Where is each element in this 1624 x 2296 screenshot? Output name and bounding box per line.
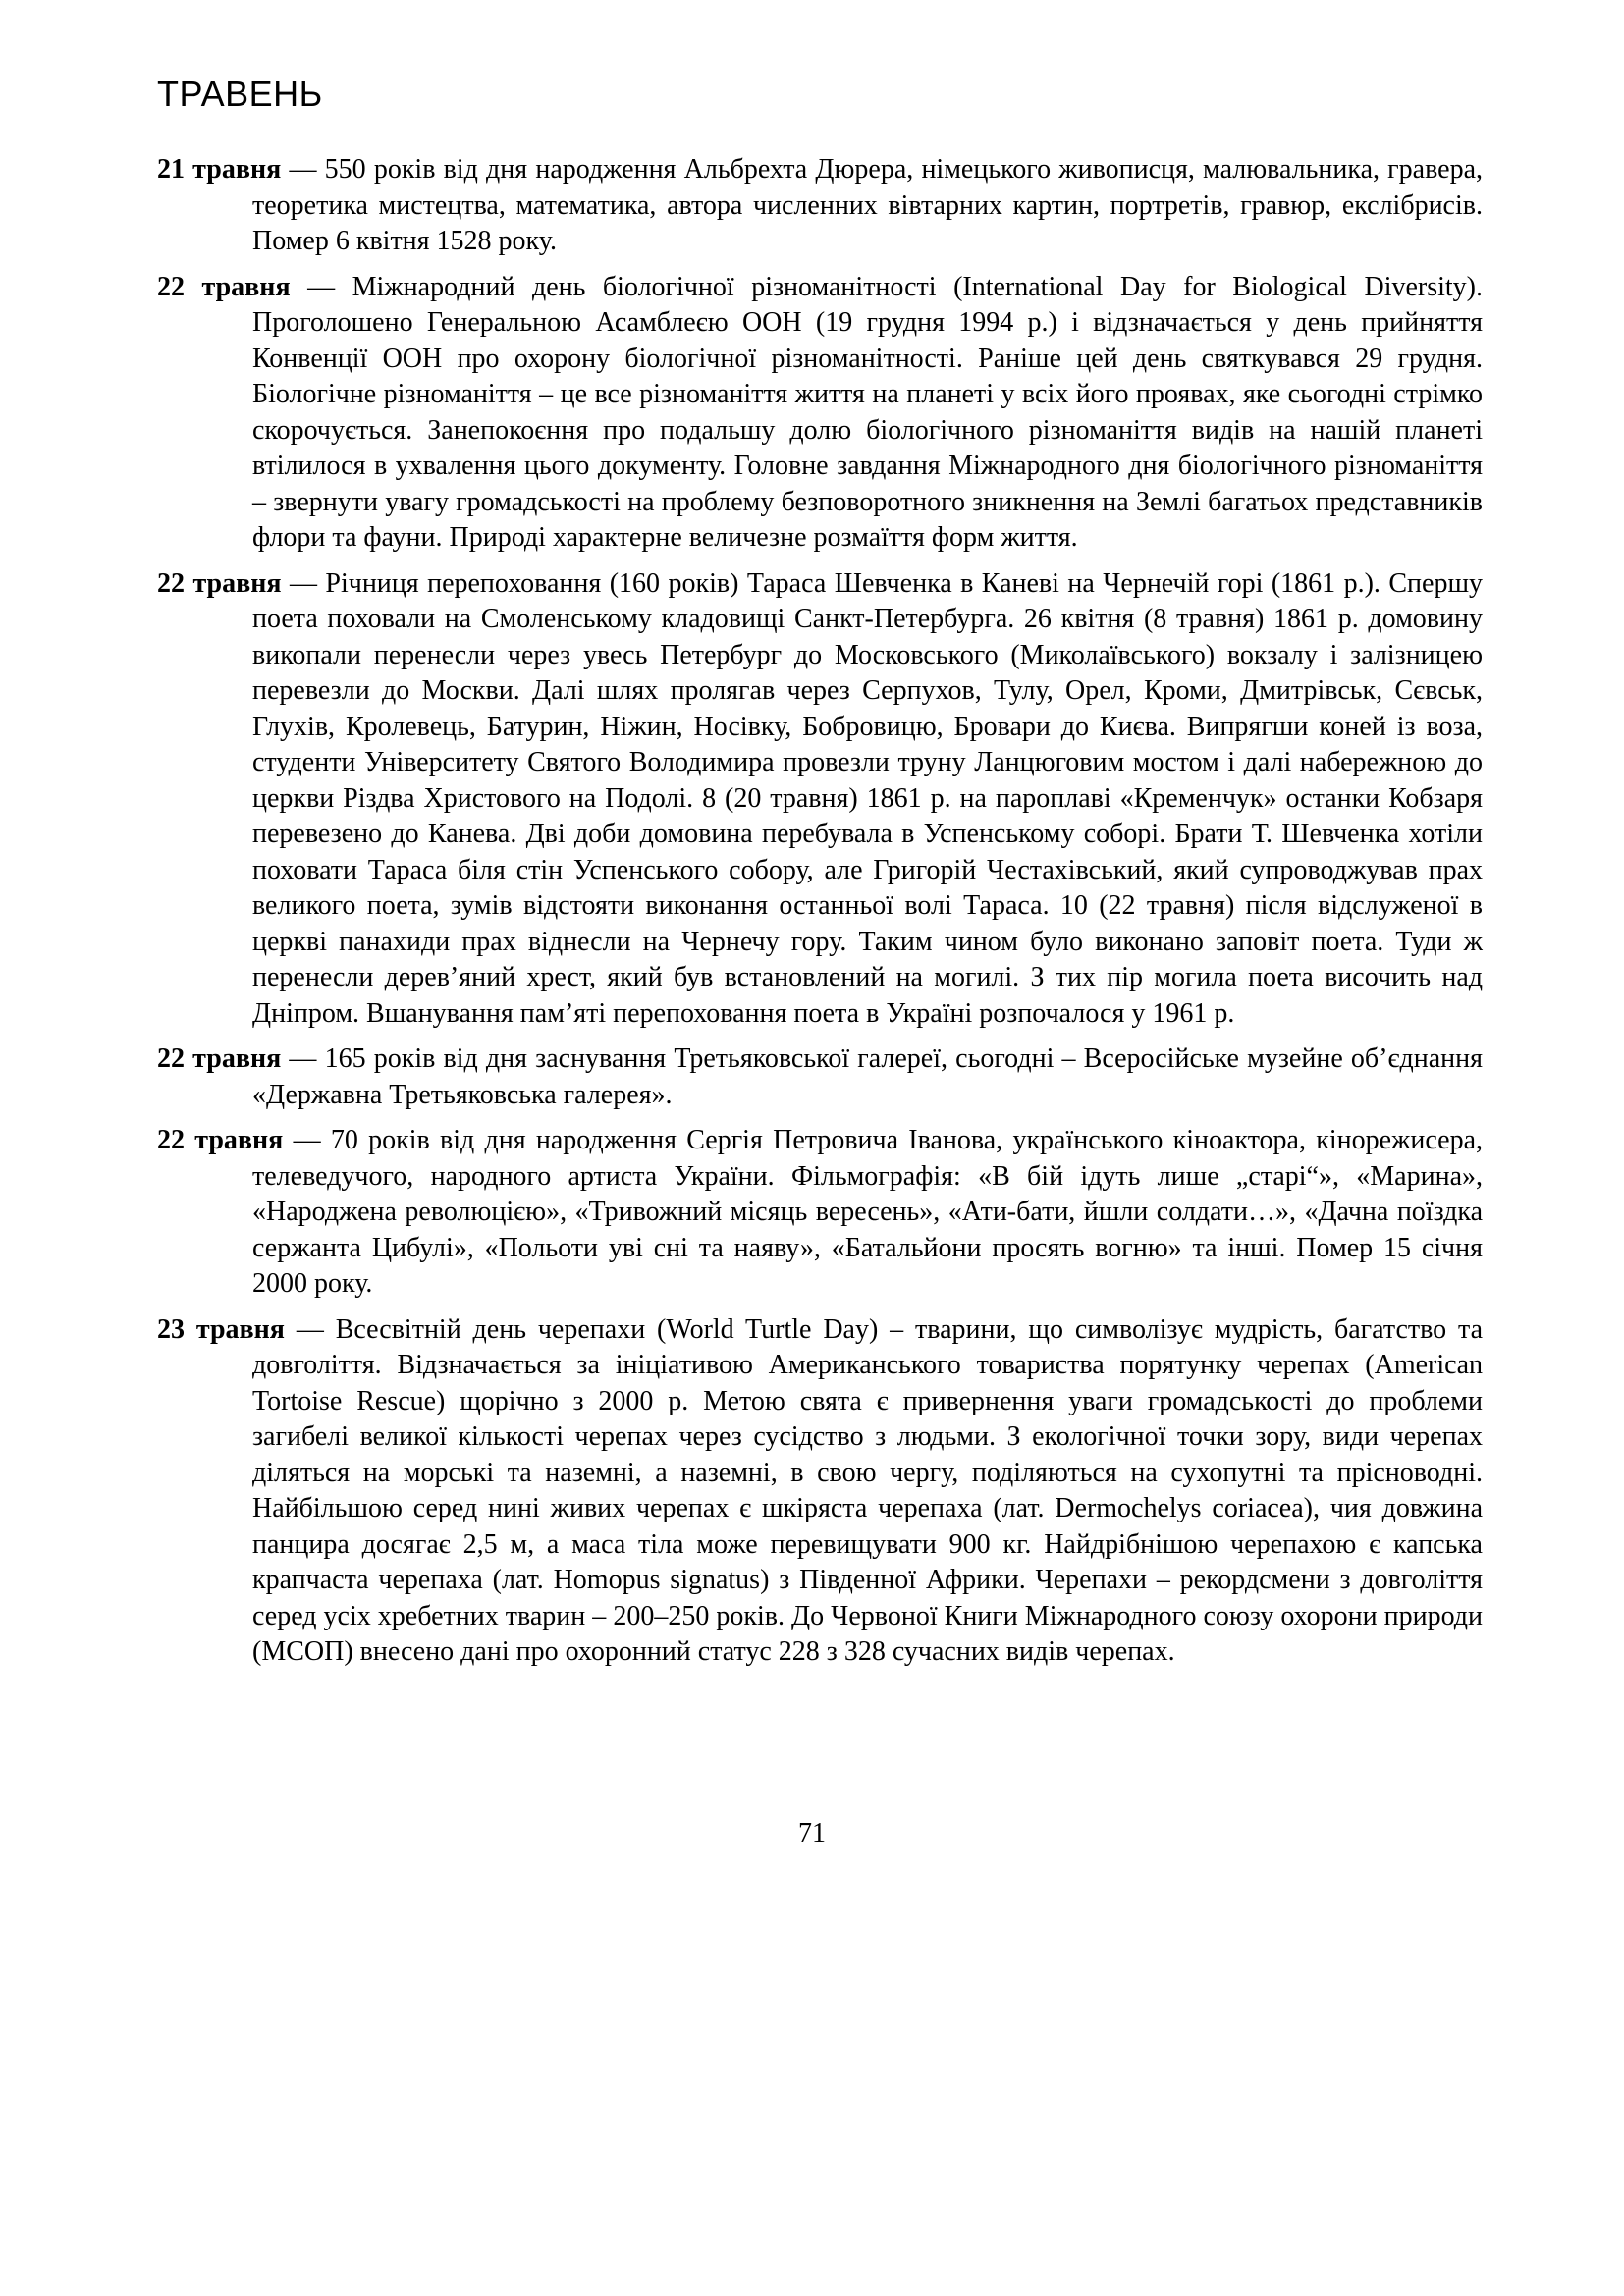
entry-date: 22 травня (157, 567, 282, 599)
entry-text: 70 років від дня народження Сергія Петровича Іванова, українського кіноактора, кінорежисера, телеведучого, народного артиста України. Фільмографія: «В бій ідуть лише „старі“», «Марина», «Народжена революцією», «Тривожний місяць вересень», «Ати-бати, йшли солдати…», «Дачна поїздка сержанта Цибулі», «Польоти уві сні та наяву», «Батальйони просять вогню» та інші. Помер 15 січня 2000 року. (252, 1125, 1484, 1299)
entry-text: Всесвітній день черепахи (World Turtle Day) – тварини, що символізує мудрість, багатство та довголіття. Відзначається за ініціативою Американського товариства порятунку черепах (American Tortoise Rescue) щорічно з 2000 р. Метою свята є привернення уваги громадськості до проблеми загибелі великої кількості черепах через сусідство з людьми. З екологічної точки зору, види черепах діляться на морські та наземні, а наземні, в свою чергу, поділяються на сухопутні та прісноводні. Найбільшою серед нині живих черепах є шкіряста черепаха (лат. Dermochelys coriacea), чия довжина панцира досягає 2,5 м, а маса тіла може перевищувати 900 кг. Найдрібнішою черепахою є капська крапчаста черепаха (лат. Homopus signatus) з Південної Африки. Черепахи – рекордсмени з довголіття серед усіх хребетних тварин – 200–250 років. До Червоної Книги Міжнародного союзу охорони природи (МСОП) внесено дані про охоронний статус 228 з 328 сучасних видів черепах. (252, 1313, 1484, 1667)
entry-dash: — (281, 1043, 325, 1074)
entry-date: 22 травня (157, 1043, 282, 1074)
entry-date: 22 травня (157, 1125, 284, 1155)
entry-text: Річниця перепоховання (160 років) Тараса Шевченка в Каневі на Чернечій горі (1861 р.). Спершу поета поховали на Смоленському кладовищі Санкт-Петербурга. 26 квітня (8 травня) 1861 р. домовину викопали перенесли через увесь Петербург до Московського (Миколаївського) вокзалу і залізницею перевезли до Москви. Далі шлях пролягав через Серпухов, Тулу, Орел, Кроми, Дмитрівськ, Сєвськ, Глухів, Кролевець, Батурин, Ніжин, Носівку, Бобровицю, Бровари до Києва. Випрягши коней із воза, студенти Університету Святого Володимира провезли труну Ланцюговим мостом і далі набережною до церкви Різдва Христового на Подолі. 8 (20 травня) 1861 р. на пароплаві «Кременчук» останки Кобзаря перевезено до Канева. Дві доби домовина перебувала в Успенському соборі. Брати Т. Шевченка хотіли поховати Тараса біля стін Успенського собору, але Григорій Честахівський, який супроводжував прах великого поета, зумів відстояти виконання останньої волі Тараса. 10 (22 травня) після відслуженої в церкві панахиди прах віднесли на Чернечу гору. Таким чином було виконано заповіт поета. Туди ж перенесли дерев’яний хрест, який був встановлений на могилі. З тих пір могила поета височить над Дніпром. Вшанування пам’яті перепоховання поета в Україні розпочалося у 1961 р. (252, 567, 1483, 1029)
entry-dash: — (281, 154, 325, 185)
entry-dash: — (283, 1125, 331, 1155)
calendar-entry (157, 1123, 1483, 1303)
page-number: 71 (798, 1818, 826, 1848)
calendar-entry (157, 566, 1483, 1033)
entry-dash: — (281, 567, 326, 599)
entry-text: 550 років від дня народження Альбрехта Дюрера, німецького живописця, малювальника, гравера, теоретика мистецтва, математика, автора численних вівтарних картин, портретів, гравюр, екслібрисів. Помер 6 квітня 1528 року. (252, 154, 1484, 256)
entry-date: 23 травня (157, 1313, 285, 1345)
entry-text: Міжнародний день біологічної різноманітності (International Day for Biological Diversity). Проголошено Генеральною Асамблеєю ООН (19 грудня 1994 р.) і відзначається у день прийняття Конвенції ООН про охорону біологічної різноманітності. Раніше цей день святкувався 29 грудня. Біологічне різноманіття – це все різноманіття життя на планеті у всіх його проявах, яке сьогодні стрімко скорочується. Занепокоєння про подальшу долю біологічного різноманіття видів на нашій планеті втілилося в ухвалення цього документу. Головне завдання Міжнародного дня біологічного різноманіття – звернути увагу громадськості на проблему безповоротного зникнення на Землі багатьох представників флори та фауни. Природі характерне величезне розмаїття форм життя. (252, 271, 1484, 553)
entry-date: 21 травня (157, 154, 282, 185)
calendar-entry (157, 152, 1483, 260)
entry-dash: — (284, 1313, 336, 1345)
section-title: ТРАВЕНЬ (157, 74, 323, 114)
calendar-entry (157, 270, 1483, 557)
entries-list (157, 152, 1483, 1681)
calendar-entry (157, 1041, 1483, 1113)
entry-dash: — (290, 271, 352, 302)
entry-text: 165 років від дня заснування Третьяковської галереї, сьогодні – Всеросійське музейне об’єднання «Державна Третьяковська галерея». (252, 1043, 1483, 1110)
calendar-entry (157, 1312, 1483, 1671)
entry-date: 22 травня (157, 271, 291, 302)
